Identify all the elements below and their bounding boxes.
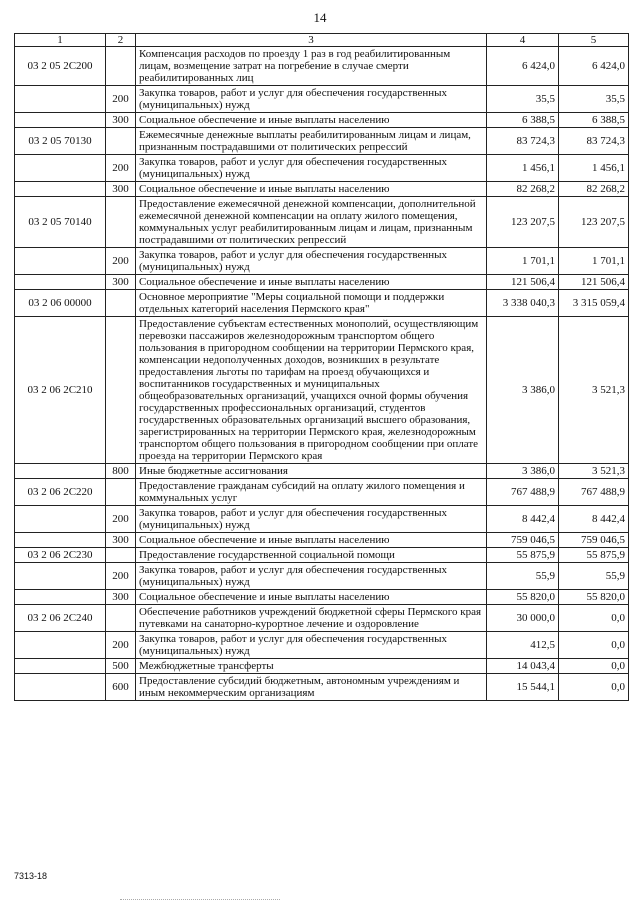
table-row xyxy=(15,506,629,533)
amount-col4-cell: 55,9 xyxy=(487,563,559,590)
table-row xyxy=(15,563,629,590)
table-row xyxy=(15,86,629,113)
table-row xyxy=(15,674,629,701)
expense-group-cell: 600 xyxy=(106,674,136,701)
description-cell: Закупка товаров, работ и услуг для обеспечения государственных (муниципальных) нужд xyxy=(136,563,487,590)
description-cell: Закупка товаров, работ и услуг для обеспечения государственных (муниципальных) нужд xyxy=(136,248,487,275)
budget-code-cell xyxy=(15,275,106,290)
description-cell: Предоставление государственной социальной помощи xyxy=(136,548,487,563)
budget-code-cell: 03 2 06 00000 xyxy=(15,290,106,317)
amount-col4-cell: 3 338 040,3 xyxy=(487,290,559,317)
description-cell: Обеспечение работников учреждений бюджетной сферы Пермского края путевками на санаторно-курортное лечение и оздоровление xyxy=(136,605,487,632)
table-row xyxy=(15,659,629,674)
expense-group-cell xyxy=(106,605,136,632)
description-cell: Социальное обеспечение и иные выплаты населению xyxy=(136,275,487,290)
amount-col5-cell: 123 207,5 xyxy=(559,197,629,248)
amount-col4-cell: 55 875,9 xyxy=(487,548,559,563)
description-cell: Ежемесячные денежные выплаты реабилитированным лицам и лицам, признанным пострадавшими от политических репрессий xyxy=(136,128,487,155)
expense-group-cell: 300 xyxy=(106,275,136,290)
budget-table-body xyxy=(15,34,629,701)
budget-code-cell xyxy=(15,155,106,182)
budget-code-cell xyxy=(15,182,106,197)
description-cell: Межбюджетные трансферты xyxy=(136,659,487,674)
budget-code-cell xyxy=(15,590,106,605)
expense-group-cell: 200 xyxy=(106,248,136,275)
amount-col5-cell: 35,5 xyxy=(559,86,629,113)
budget-code-cell: 03 2 06 2С220 xyxy=(15,479,106,506)
budget-code-cell xyxy=(15,113,106,128)
budget-table xyxy=(14,33,629,701)
budget-code-cell: 03 2 06 2С230 xyxy=(15,548,106,563)
budget-code-cell xyxy=(15,674,106,701)
table-row xyxy=(15,605,629,632)
description-cell: Предоставление гражданам субсидий на оплату жилого помещения и коммунальных услуг xyxy=(136,479,487,506)
header-col-5: 5 xyxy=(559,34,629,47)
amount-col5-cell: 0,0 xyxy=(559,659,629,674)
table-row xyxy=(15,290,629,317)
amount-col5-cell: 55 875,9 xyxy=(559,548,629,563)
description-cell: Предоставление субъектам естественных монополий, осуществляющим перевозки пассажиров железнодорожным транспортом общего пользования в пригородном сообщении на территории Пермского края, компенсации недополученных доходов, возникших в результате предоставления льготы по тарифам на проезд обучающихся и воспитанников государственных и муниципальных общеобразовательных организаций, учащихся очной формы обучения государственных профессиональных организаций, студентов государственных образовательных организаций высшего образования, зарегистрированных на территории Пермского края, железнодорожным транспортом общего пользования в пригородном сообщении при оплате проезда на территории Пермского края xyxy=(136,317,487,464)
table-row xyxy=(15,248,629,275)
amount-col5-cell: 3 315 059,4 xyxy=(559,290,629,317)
amount-col5-cell: 55 820,0 xyxy=(559,590,629,605)
amount-col4-cell: 83 724,3 xyxy=(487,128,559,155)
expense-group-cell: 200 xyxy=(106,86,136,113)
amount-col4-cell: 14 043,4 xyxy=(487,659,559,674)
description-cell: Социальное обеспечение и иные выплаты населению xyxy=(136,590,487,605)
amount-col4-cell: 82 268,2 xyxy=(487,182,559,197)
budget-code-cell: 03 2 05 70140 xyxy=(15,197,106,248)
amount-col4-cell: 3 386,0 xyxy=(487,464,559,479)
budget-code-cell xyxy=(15,659,106,674)
table-row xyxy=(15,128,629,155)
scan-edge-mark xyxy=(120,899,280,902)
header-col-3: 3 xyxy=(136,34,487,47)
table-row xyxy=(15,533,629,548)
budget-code-cell xyxy=(15,632,106,659)
expense-group-cell: 200 xyxy=(106,506,136,533)
table-row xyxy=(15,182,629,197)
amount-col5-cell: 83 724,3 xyxy=(559,128,629,155)
description-cell: Компенсация расходов по проезду 1 раз в год реабилитированным лицам, возмещение затрат на погребение в случае смерти реабилитированных лиц xyxy=(136,47,487,86)
amount-col5-cell: 1 456,1 xyxy=(559,155,629,182)
expense-group-cell: 200 xyxy=(106,632,136,659)
description-cell: Предоставление ежемесячной денежной компенсации, дополнительной ежемесячной денежной компенсации на оплату жилого помещения, коммунальных услуг реабилитированным лицам и лицам, признанным пострадавшими от политических репрессий xyxy=(136,197,487,248)
expense-group-cell: 300 xyxy=(106,113,136,128)
amount-col4-cell: 35,5 xyxy=(487,86,559,113)
budget-code-cell xyxy=(15,86,106,113)
amount-col4-cell: 55 820,0 xyxy=(487,590,559,605)
table-row xyxy=(15,317,629,464)
description-cell: Закупка товаров, работ и услуг для обеспечения государственных (муниципальных) нужд xyxy=(136,155,487,182)
header-col-4: 4 xyxy=(487,34,559,47)
budget-code-cell: 03 2 05 70130 xyxy=(15,128,106,155)
table-row xyxy=(15,464,629,479)
expense-group-cell: 300 xyxy=(106,182,136,197)
amount-col5-cell: 0,0 xyxy=(559,632,629,659)
expense-group-cell xyxy=(106,548,136,563)
amount-col5-cell: 3 521,3 xyxy=(559,464,629,479)
description-cell: Основное мероприятие "Меры социальной помощи и поддержки отдельных категорий населения Пермского края" xyxy=(136,290,487,317)
table-row xyxy=(15,479,629,506)
description-cell: Закупка товаров, работ и услуг для обеспечения государственных (муниципальных) нужд xyxy=(136,86,487,113)
expense-group-cell: 200 xyxy=(106,155,136,182)
header-col-1: 1 xyxy=(15,34,106,47)
header-col-2: 2 xyxy=(106,34,136,47)
amount-col4-cell: 8 442,4 xyxy=(487,506,559,533)
table-row xyxy=(15,197,629,248)
document-code: 7313-18 xyxy=(14,871,48,881)
expense-group-cell xyxy=(106,479,136,506)
amount-col5-cell: 55,9 xyxy=(559,563,629,590)
amount-col4-cell: 15 544,1 xyxy=(487,674,559,701)
description-cell: Закупка товаров, работ и услуг для обеспечения государственных (муниципальных) нужд xyxy=(136,506,487,533)
table-row xyxy=(15,590,629,605)
expense-group-cell: 800 xyxy=(106,464,136,479)
amount-col5-cell: 8 442,4 xyxy=(559,506,629,533)
table-row xyxy=(15,113,629,128)
amount-col4-cell: 3 386,0 xyxy=(487,317,559,464)
amount-col4-cell: 121 506,4 xyxy=(487,275,559,290)
amount-col4-cell: 1 701,1 xyxy=(487,248,559,275)
amount-col5-cell: 0,0 xyxy=(559,674,629,701)
amount-col4-cell: 6 424,0 xyxy=(487,47,559,86)
amount-col5-cell: 767 488,9 xyxy=(559,479,629,506)
amount-col5-cell: 6 388,5 xyxy=(559,113,629,128)
budget-code-cell xyxy=(15,464,106,479)
expense-group-cell: 300 xyxy=(106,590,136,605)
description-cell: Социальное обеспечение и иные выплаты населению xyxy=(136,113,487,128)
expense-group-cell: 500 xyxy=(106,659,136,674)
description-cell: Предоставление субсидий бюджетным, автономным учреждениям и иным некоммерческим организациям xyxy=(136,674,487,701)
budget-code-cell: 03 2 05 2С200 xyxy=(15,47,106,86)
description-cell: Социальное обеспечение и иные выплаты населению xyxy=(136,182,487,197)
table-row xyxy=(15,275,629,290)
table-row xyxy=(15,47,629,86)
amount-col4-cell: 412,5 xyxy=(487,632,559,659)
amount-col4-cell: 30 000,0 xyxy=(487,605,559,632)
amount-col4-cell: 6 388,5 xyxy=(487,113,559,128)
table-row xyxy=(15,548,629,563)
amount-col4-cell: 767 488,9 xyxy=(487,479,559,506)
budget-code-cell: 03 2 06 2С210 xyxy=(15,317,106,464)
amount-col5-cell: 82 268,2 xyxy=(559,182,629,197)
budget-code-cell: 03 2 06 2С240 xyxy=(15,605,106,632)
budget-code-cell xyxy=(15,506,106,533)
amount-col5-cell: 121 506,4 xyxy=(559,275,629,290)
expense-group-cell xyxy=(106,197,136,248)
expense-group-cell xyxy=(106,317,136,464)
amount-col5-cell: 759 046,5 xyxy=(559,533,629,548)
table-header-row xyxy=(15,34,629,47)
page-number: 14 xyxy=(313,10,327,25)
expense-group-cell xyxy=(106,47,136,86)
budget-code-cell xyxy=(15,248,106,275)
amount-col5-cell: 0,0 xyxy=(559,605,629,632)
description-cell: Социальное обеспечение и иные выплаты населению xyxy=(136,533,487,548)
amount-col4-cell: 759 046,5 xyxy=(487,533,559,548)
budget-code-cell xyxy=(15,533,106,548)
amount-col5-cell: 1 701,1 xyxy=(559,248,629,275)
description-cell: Закупка товаров, работ и услуг для обеспечения государственных (муниципальных) нужд xyxy=(136,632,487,659)
amount-col4-cell: 1 456,1 xyxy=(487,155,559,182)
expense-group-cell: 200 xyxy=(106,563,136,590)
amount-col5-cell: 6 424,0 xyxy=(559,47,629,86)
expense-group-cell xyxy=(106,128,136,155)
budget-code-cell xyxy=(15,563,106,590)
table-row xyxy=(15,155,629,182)
amount-col4-cell: 123 207,5 xyxy=(487,197,559,248)
amount-col5-cell: 3 521,3 xyxy=(559,317,629,464)
expense-group-cell xyxy=(106,290,136,317)
table-row xyxy=(15,632,629,659)
description-cell: Иные бюджетные ассигнования xyxy=(136,464,487,479)
expense-group-cell: 300 xyxy=(106,533,136,548)
